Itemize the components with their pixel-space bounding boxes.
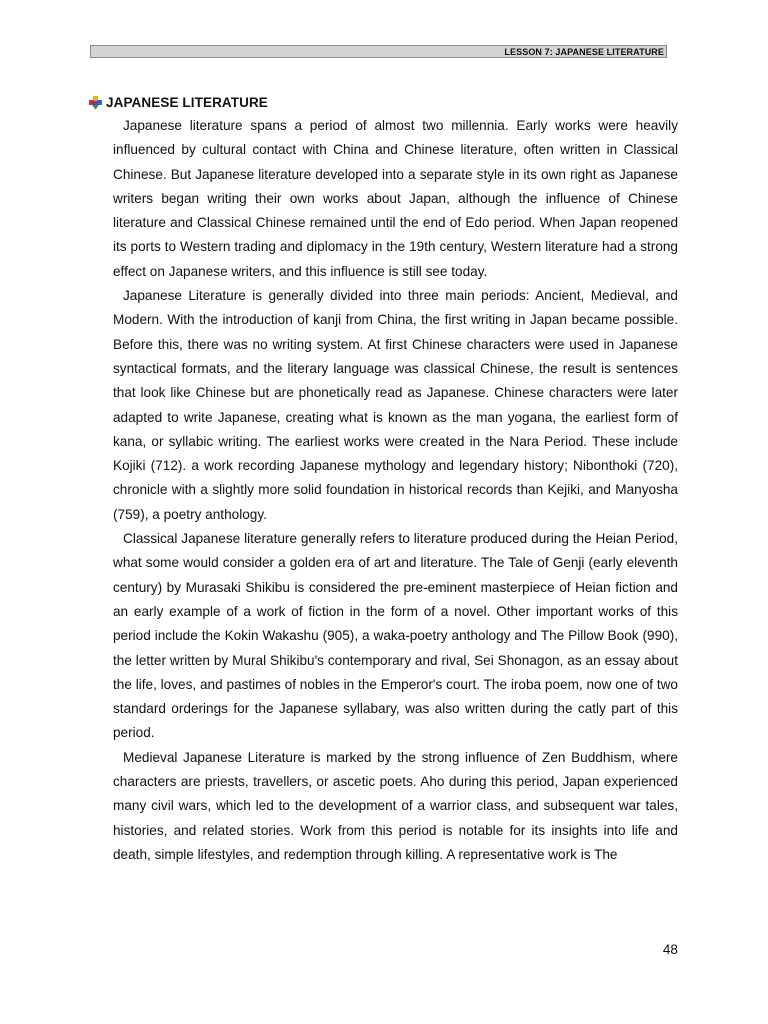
section-heading [88,93,268,111]
paragraph: Medieval Japanese Literature is marked by the strong influence of Zen Buddhism, where characters are priests, travellers, or ascetic poets. Aho during this period, Japan experienced many civil wars, which led to the development of a warrior class, and subsequent war tales, histories, and related stories. Work from this period is notable for its insights into life and death, simple lifestyles, and redemption through killing. A representative work is The [113,749,678,862]
paragraph: Japanese literature spans a period of almost two millennia. Early works were heavily influenced by cultural contact with China and Chinese literature, often written in Classical Chinese. But Japanese literature developed into a separate style in its own right as Japanese writers began writing their own works about Japan, although the influence of Chinese literature and Classical Chinese remained until the end of Edo period. When Japan reopened its ports to Western trading and diplomacy in the 19th century, Western literature had a strong effect on Japanese writers, and this influence is still see today. [113,118,678,279]
colorful-pointer-icon [88,95,103,110]
body-text [113,114,678,867]
lesson-title: LESSON 7: JAPANESE LITERATURE [504,47,664,57]
section-title: JAPANESE LITERATURE [106,94,268,110]
running-header [90,45,667,58]
paragraph: Japanese Literature is generally divided into three main periods: Ancient, Medieval, and Modern. With the introduction of kanji from China, the first writing in Japan became possible. Before this, there was no writing system. At first Chinese characters were used in Japanese syntactical formats, and the literary language was classical Chinese, the result is sentences that look like Chinese but are phonetically read as Japanese. Chinese characters were later adapted to write Japanese, creating what is known as the man yogana, the earliest form of kana, or syllabic writing. The earliest works were created in the Nara Period. These include Kojiki (712). a work recording Japanese mythology and legendary history; Nibonthoki (720), chronicle with a slightly more solid foundation in historical records than Kejiki, and Manyosha (759), a poetry anthology. [113,288,678,522]
page-number: 48 [662,942,678,957]
paragraph: Classical Japanese literature generally refers to literature produced during the Heian Period, what some would consider a golden era of art and literature. The Tale of Genji (early eleventh century) by Murasaki Shikibu is considered the pre-eminent masterpiece of Heian fiction and an early example of a work of fiction in the form of a novel. Other important works of this period include the Kokin Wakashu (905), a waka-poetry anthology and The Pillow Book (990), the letter written by Mural Shikibu's contemporary and rival, Sei Shonagon, as an essay about the life, loves, and pastimes of nobles in the Emperor's court. The iroba poem, now one of two standard orderings for the Japanese syllabary, was also written during the catly part of this period. [113,531,678,741]
